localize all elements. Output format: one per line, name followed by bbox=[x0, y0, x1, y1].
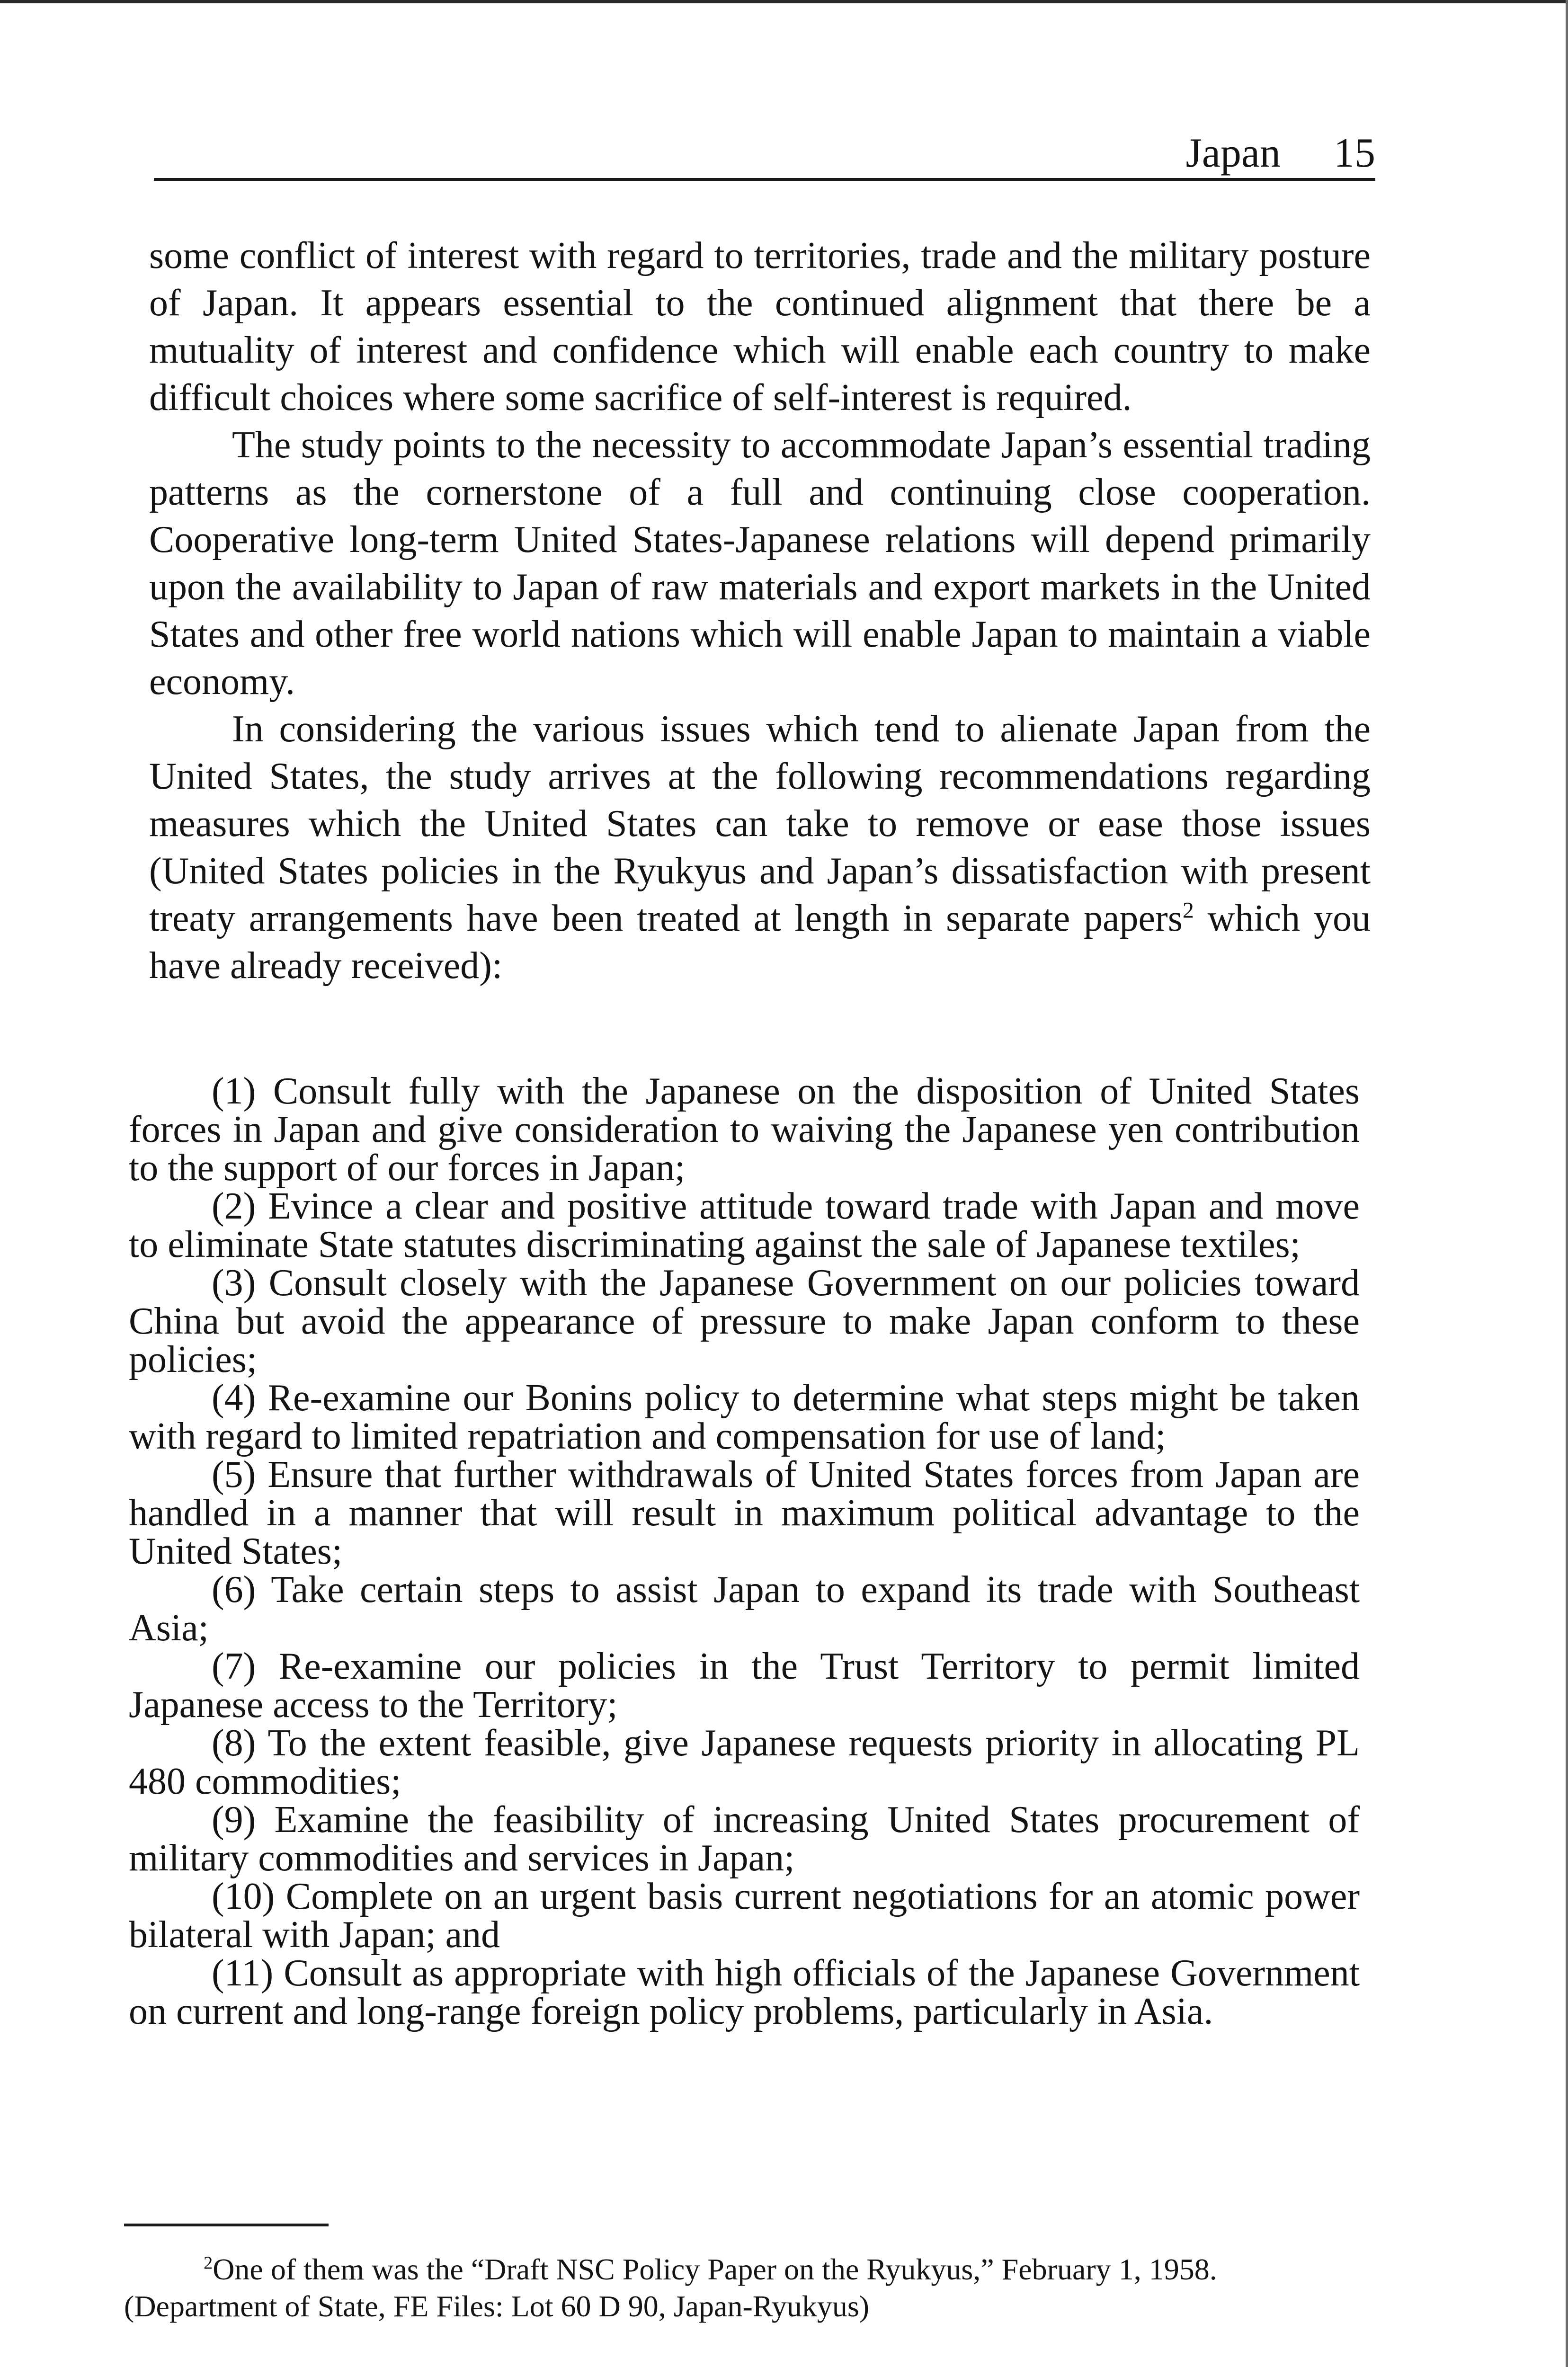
page-right-edge bbox=[1566, 0, 1568, 2367]
running-head-title: Japan bbox=[1185, 130, 1281, 176]
footnote-line-1 bbox=[124, 2251, 1364, 2288]
recommendation-item: (3) Consult closely with the Japanese Government on our policies toward China but avoid the appearance of pressure to make Japan conform to these policies; bbox=[129, 1262, 1360, 1380]
recommendation-item: (9) Examine the feasibility of increasing United States procurement of military commodities and services in Japan; bbox=[129, 1799, 1360, 1879]
recommendation-item: (4) Re-examine our Bonins policy to determine what steps might be taken with regard to limited repatriation and compensation for use of land; bbox=[129, 1377, 1360, 1457]
recommendation-item: (10) Complete on an urgent basis current negotiations for an atomic power bilateral with Japan; and bbox=[129, 1876, 1360, 1956]
paragraph-recommendations-intro-text: In considering the various issues which tend to alienate Japan from the United States, the study arrives at the following recommendations regarding measures which the United States can take to remove or ease those issues (United States policies in the Ryukyus and Japan’s dissatisfaction with present treaty arrangements have been treated at length in separate papers bbox=[149, 708, 1371, 939]
footnote-marker: 2 bbox=[204, 2253, 213, 2273]
footnote-rule bbox=[124, 2224, 329, 2226]
recommendation-item: (11) Consult as appropriate with high officials of the Japanese Government on current and long-range foreign policy problems, particularly in Asia. bbox=[129, 1952, 1360, 2032]
footnote-text-1: One of them was the “Draft NSC Policy Paper on the Ryukyus,” February 1, 1958. bbox=[213, 2252, 1217, 2286]
paragraph-recommendations-intro bbox=[149, 705, 1371, 989]
paragraph-trading-patterns: The study points to the necessity to accommodate Japan’s essential trading patterns as the cornerstone of a full and continuing close cooperation. Cooperative long-term United States-Japanese relations will depend primarily upon the availability to Japan of raw materials and export markets in the United States and other free world nations which will enable Japan to maintain a viable economy. bbox=[149, 424, 1371, 703]
page-number: 15 bbox=[1334, 130, 1375, 176]
paragraph-continued: some conflict of interest with regard to territories, trade and the military posture of Japan. It appears essential to the continued alignment that there be a mutuality of interest and confidence which will enable each country to make difficult choices where some sacrifice of self-interest is required. bbox=[149, 235, 1371, 418]
body-text bbox=[149, 232, 1371, 989]
footnote bbox=[124, 2251, 1364, 2325]
footnote-reference: 2 bbox=[1182, 898, 1194, 923]
running-head bbox=[154, 124, 1375, 181]
recommendation-item: (7) Re-examine our policies in the Trust Territory to permit limited Japanese access to the Territory; bbox=[129, 1646, 1360, 1726]
recommendation-item: (2) Evince a clear and positive attitude toward trade with Japan and move to eliminate State statutes discriminating against the sale of Japanese textiles; bbox=[129, 1185, 1360, 1265]
page-top-edge bbox=[0, 0, 1568, 3]
recommendations-list bbox=[129, 1072, 1360, 2031]
recommendation-item: (5) Ensure that further withdrawals of United States forces from Japan are handled in a manner that will result in maximum political advantage to the United States; bbox=[129, 1454, 1360, 1572]
footnote-line-2: (Department of State, FE Files: Lot 60 D 90, Japan-Ryukyus) bbox=[124, 2289, 870, 2323]
recommendation-item: (6) Take certain steps to assist Japan to expand its trade with Southeast Asia; bbox=[129, 1569, 1360, 1649]
recommendation-item: (1) Consult fully with the Japanese on the disposition of United States forces in Japan and give consideration to waiving the Japanese yen contribution to the support of our forces in Japan; bbox=[129, 1070, 1360, 1189]
header-rule bbox=[154, 178, 1375, 181]
paragraph-recommendations-intro-tail: which you have already received): bbox=[149, 898, 1371, 987]
recommendation-item: (8) To the extent feasible, give Japanese requests priority in allocating PL 480 commodities; bbox=[129, 1722, 1360, 1802]
